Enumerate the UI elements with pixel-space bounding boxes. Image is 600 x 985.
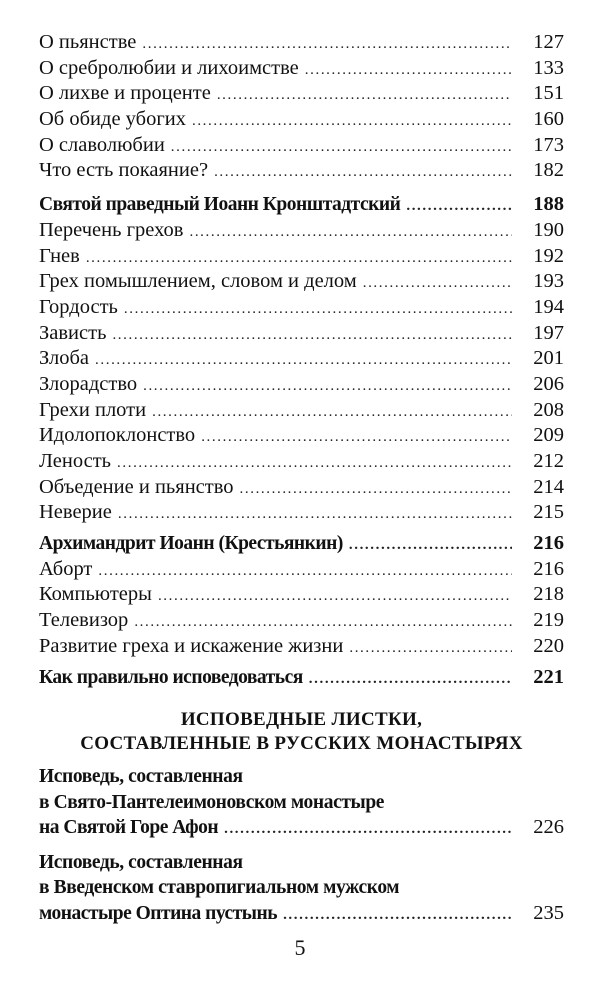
toc-entry[interactable] [39, 56, 564, 82]
dot-leader [201, 425, 512, 451]
dot-leader [189, 220, 512, 246]
entry-page: 215 [533, 501, 564, 524]
part-heading-line-1: ИСПОВЕДНЫЕ ЛИСТКИ, [180, 709, 423, 731]
toc-entry[interactable] [39, 398, 564, 424]
dot-leader [240, 477, 512, 503]
toc-entry[interactable] [39, 30, 564, 56]
entry-page: 127 [533, 31, 564, 53]
dot-leader [152, 400, 512, 426]
toc-section-kronstadt[interactable] [39, 192, 564, 218]
entry-title: Грехи плоти [39, 398, 147, 421]
entry-title: Развитие греха и искажение жизни [39, 634, 344, 657]
entry-line-3: монастыре Оптина пустынь [39, 902, 278, 924]
dot-leader [363, 271, 512, 297]
dot-leader [117, 451, 512, 477]
toc-section-how-to-confess[interactable] [39, 665, 564, 691]
entry-title: О славолюбии [39, 133, 165, 156]
entry-page: 193 [533, 270, 564, 293]
dot-leader [171, 135, 512, 161]
entry-page: 151 [533, 82, 564, 105]
section-page: 216 [533, 532, 564, 555]
dot-leader [283, 903, 512, 929]
entry-title: Об обиде убогих [39, 108, 186, 131]
entry-last-line [39, 901, 564, 927]
entry-line-2: в Свято-Пантелеимоновском монастыре [39, 791, 385, 813]
toc-entry[interactable] [39, 133, 564, 159]
part-heading-line-2: СОСТАВЛЕННЫЕ В РУССКИХ МОНАСТЫРЯХ [80, 733, 523, 755]
entry-page: 160 [533, 108, 564, 131]
toc-entry[interactable] [39, 634, 564, 660]
toc-entry[interactable] [39, 372, 564, 398]
section-title: Как правильно исповедоваться [39, 666, 303, 688]
entry-page: 212 [533, 450, 564, 472]
entry-page: 219 [533, 609, 564, 632]
entry-title: Неверие [39, 501, 112, 524]
toc-entry[interactable] [39, 218, 564, 244]
toc-entry[interactable] [39, 346, 564, 372]
dot-leader [158, 584, 512, 610]
spacer [39, 756, 564, 764]
dot-leader [134, 610, 512, 636]
dot-leader [118, 502, 512, 528]
entry-title: О пьянстве [39, 31, 137, 53]
toc-entry[interactable] [39, 500, 564, 526]
entry-page: 201 [533, 347, 564, 370]
toc-group-2 [39, 218, 564, 526]
entry-title: Злоба [39, 347, 90, 370]
entry-page: 209 [533, 424, 564, 447]
entry-page: 214 [533, 475, 564, 498]
toc-entry[interactable] [39, 423, 564, 449]
entry-title: О сребролюбии и лихоимстве [39, 56, 299, 79]
dot-leader [406, 194, 512, 220]
entry-page: 226 [533, 816, 564, 839]
section-title: Архимандрит Иоанн (Крестьянкин) [39, 533, 343, 555]
entry-title: Идолопоклонство [39, 424, 196, 447]
section-page: 188 [533, 193, 564, 216]
dot-leader [86, 246, 512, 272]
toc-entry[interactable] [39, 81, 564, 107]
entry-line-1: Исповедь, составленная [39, 766, 243, 788]
toc-section-krestyankin[interactable] [39, 531, 564, 557]
entry-page: 192 [533, 244, 564, 267]
toc-entry[interactable] [39, 475, 564, 501]
entry-page: 208 [533, 398, 564, 421]
dot-leader [224, 817, 512, 843]
spacer [39, 690, 564, 708]
entry-title: Леность [39, 450, 112, 472]
toc-entry[interactable] [39, 608, 564, 634]
toc-entry[interactable] [39, 244, 564, 270]
entry-page: 190 [533, 218, 564, 241]
toc-entry[interactable] [39, 321, 564, 347]
entry-title: Грех помышлением, словом и делом [39, 270, 357, 293]
toc-entry[interactable] [39, 582, 564, 608]
page-number: 5 [294, 935, 306, 960]
toc-entry-optina[interactable] [39, 850, 564, 927]
dot-leader [214, 160, 512, 186]
entry-page: 133 [533, 56, 564, 79]
entry-page: 235 [533, 901, 564, 924]
dot-leader [305, 58, 512, 84]
part-heading [39, 708, 564, 756]
entry-page: 216 [533, 557, 564, 580]
toc-entry-athos[interactable] [39, 764, 564, 841]
dot-leader [217, 83, 512, 109]
entry-title: Зависть [39, 321, 107, 344]
entry-title: Гордость [39, 295, 118, 318]
dot-leader [309, 667, 512, 693]
toc-entry[interactable] [39, 269, 564, 295]
entry-page: 206 [533, 372, 564, 395]
entry-page: 182 [533, 159, 564, 182]
entry-page: 218 [533, 583, 564, 606]
dot-leader [349, 533, 512, 559]
entry-title: О лихве и проценте [39, 82, 211, 105]
entry-title: Аборт [39, 557, 93, 580]
toc-entry[interactable] [39, 107, 564, 133]
section-page: 221 [533, 665, 564, 688]
toc-entry[interactable] [39, 295, 564, 321]
toc-group-1 [39, 30, 564, 184]
entry-title: Объедение и пьянство [39, 475, 234, 498]
dot-leader [95, 348, 512, 374]
toc-entry[interactable] [39, 557, 564, 583]
entry-line-1: Исповедь, составленная [39, 851, 243, 873]
table-of-contents [39, 30, 564, 927]
dot-leader [142, 32, 512, 58]
entry-title: Что есть покаяние? [39, 159, 209, 182]
entry-last-line [39, 815, 564, 841]
entry-line-2: в Введенском ставропигиальном мужском [39, 877, 400, 899]
toc-entry[interactable] [39, 158, 564, 184]
toc-entry[interactable] [39, 449, 564, 475]
entry-title: Перечень грехов [39, 218, 184, 241]
toc-group-3 [39, 557, 564, 660]
entry-title: Злорадство [39, 372, 138, 395]
entry-line-3: на Святой Горе Афон [39, 817, 219, 839]
entry-title: Гнев [39, 244, 80, 267]
dot-leader [349, 636, 512, 662]
entry-page: 194 [533, 295, 564, 318]
entry-title: Телевизор [39, 609, 129, 632]
entry-page: 173 [533, 133, 564, 156]
dot-leader [124, 297, 512, 323]
dot-leader [192, 109, 512, 135]
entry-page: 197 [533, 321, 564, 344]
dot-leader [98, 559, 512, 585]
dot-leader [112, 323, 512, 349]
section-title: Святой праведный Иоанн Кронштадтский [39, 194, 401, 216]
dot-leader [143, 374, 512, 400]
entry-title: Компьютеры [39, 583, 152, 606]
entry-page: 220 [533, 634, 564, 657]
